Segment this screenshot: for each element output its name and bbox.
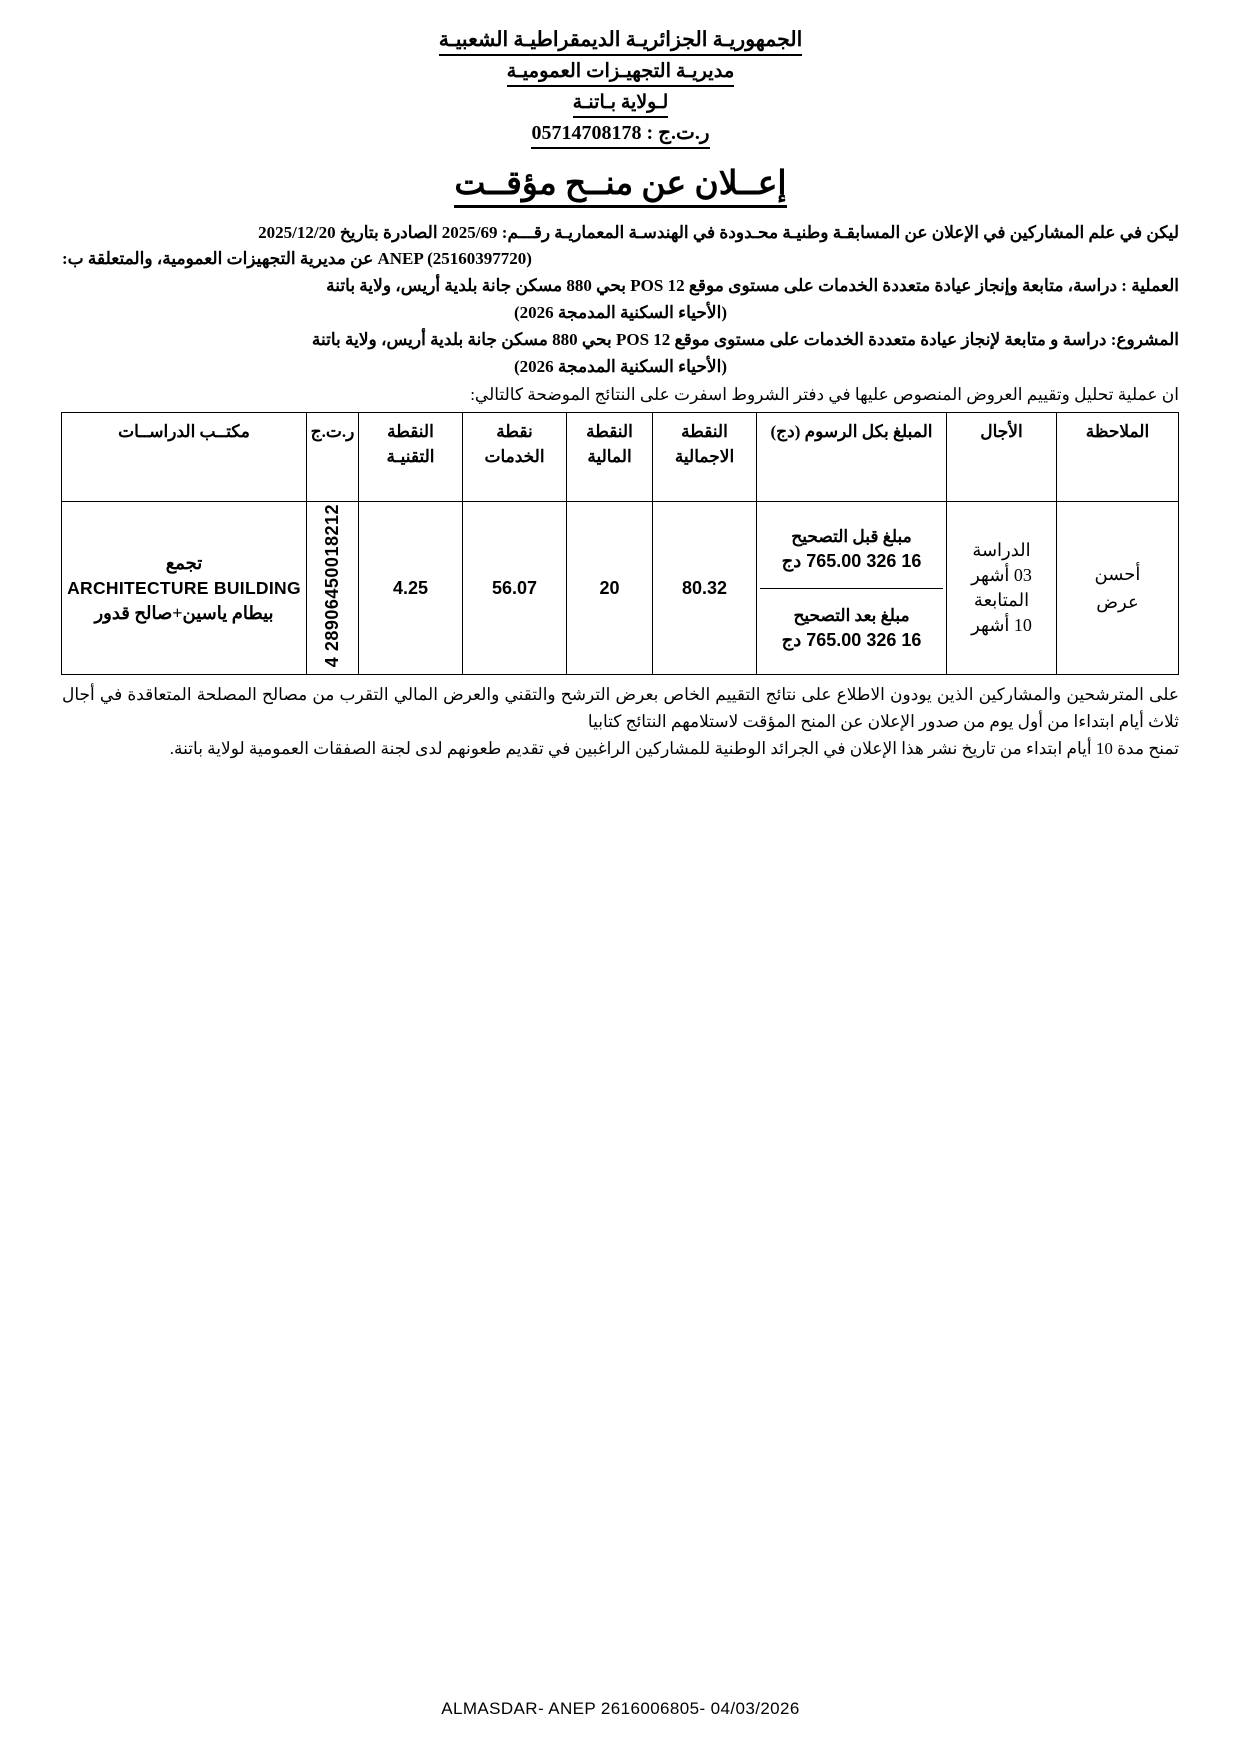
operation-label: العملية : دراسة، متابعة وإنجاز عيادة متعددة الخدمات على مستوى موقع 12 POS بحي 880 مسكن جانة بلدية أريس، ولاية باتنة <box>326 276 1179 295</box>
note-appeal-period: تمنح مدة 10 أيام ابتداء من تاريخ نشر هذا الإعلان في الجرائد الوطنية للمشاركين الراغبين في تقديم طعونهم لدى لجنة الصفقات العمومية لولاية باتنة. <box>169 739 1179 759</box>
cell-amount <box>757 502 947 675</box>
header-financial-note: النقطة المالية <box>567 413 653 502</box>
project-sub: (الأحياء السكنية المدمجة 2026) <box>514 357 727 376</box>
table-row <box>62 502 1179 675</box>
masthead-line-country: الجمهوريـة الجزائريـة الديمقراطيـة الشعبيـة <box>439 28 803 56</box>
page-title <box>62 165 1179 208</box>
header-delays: الأجال <box>947 413 1057 502</box>
amount-after-correction: مبلغ بعد التصحيح 16 326 765.00 دج <box>781 605 922 650</box>
cell-rc <box>307 502 359 675</box>
header-services-note: نقطة الخدمات <box>463 413 567 502</box>
intro-line-2: (ANEP (25160397720 عن مديرية التجهيزات العمومية، والمتعلقة ب: <box>62 249 532 268</box>
page-footer: ALMASDAR- ANEP 2616006805- 04/03/2026 <box>441 1699 800 1718</box>
header-amount: المبلغ بكل الرسوم (دج) <box>757 413 947 502</box>
intro-line-1: ليكن في علم المشاركين في الإعلان عن المسابقـة وطنيـة محـدودة في الهندسـة المعماريـة رقـــم: 2025/69 الصادرة بتاريخ 2025/12/20 <box>258 223 1179 242</box>
header-technical-note: النقطة التقنيـة <box>359 413 463 502</box>
masthead <box>62 28 1179 151</box>
cell-observation: أحسن عرض <box>1057 502 1179 675</box>
cell-technical-note: 4.25 <box>359 502 463 675</box>
results-table <box>61 412 1179 675</box>
header-total-note: النقطة الاجمالية <box>653 413 757 502</box>
amount-before-correction: مبلغ قبل التصحيح 16 326 765.00 دج <box>760 510 943 589</box>
operation-sub: (الأحياء السكنية المدمجة 2026) <box>514 303 727 322</box>
lead-in-text: ان عملية تحليل وتقييم العروض المنصوص عليها في دفتر الشروط اسفرت على النتائج الموضحة كالتالي: <box>470 385 1179 404</box>
amount-split <box>760 510 943 667</box>
header-observation: الملاحظة <box>1057 413 1179 502</box>
footer-notes <box>62 681 1179 762</box>
page-title-text: إعــلان عن منــح مؤقــت <box>454 165 786 208</box>
rc-number: 28906450018212 4 <box>322 504 342 668</box>
cell-total-note: 80.32 <box>653 502 757 675</box>
project-label: المشروع: دراسة و متابعة لإنجاز عيادة متعددة الخدمات على مستوى موقع POS 12 بحي 880 مسكن جانة بلدية أريس، ولاية باتنة <box>311 330 1179 349</box>
header-study-office: مكتــب الدراســات <box>62 413 307 502</box>
cell-financial-note: 20 <box>567 502 653 675</box>
masthead-line-directorate: مديريـة التجهيـزات العموميـة <box>507 59 735 87</box>
intro-block <box>62 220 1179 272</box>
cell-study-office: تجمع ARCHITECTURE BUILDING بيطام ياسين+صالح قدور <box>62 502 307 675</box>
table-header-row <box>62 413 1179 502</box>
cell-services-note: 56.07 <box>463 502 567 675</box>
header-rc: ر.ت.ج <box>307 413 359 502</box>
note-appeal-access: على المترشحين والمشاركين الذين يودون الاطلاع على نتائج التقييم الخاص بعرض الترشح والتقني والعرض المالي التقرب من مصالح المصلحة المتعاقدة في أجال ثلاث أيام ابتداءا من أول يوم من صدور الإعلان عن المنح المؤقت لاستلامهم النتائج كتابيا <box>62 685 1179 732</box>
masthead-line-registration: ر.ت.ج : 05714708178 <box>531 121 709 149</box>
cell-delays: الدراسة 03 أشهر المتابعة 10 أشهر <box>947 502 1057 675</box>
masthead-line-wilaya: لـولاية بـاتنـة <box>573 90 669 118</box>
